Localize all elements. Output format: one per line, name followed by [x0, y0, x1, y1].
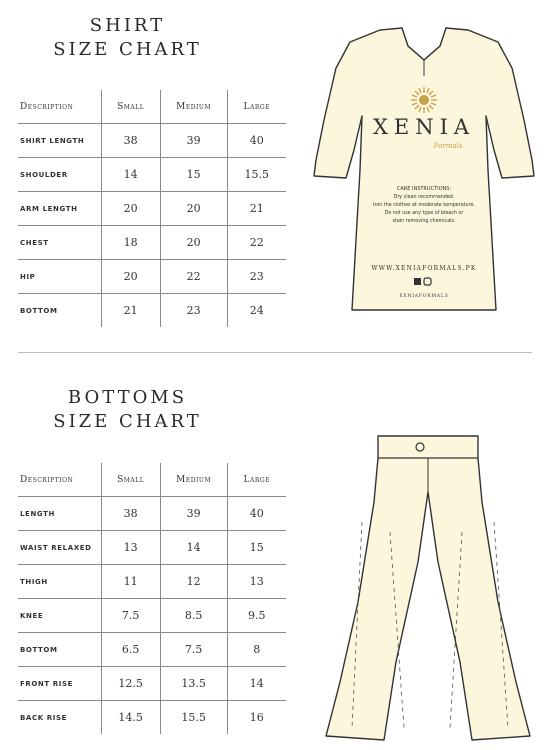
table-header-row	[18, 463, 286, 497]
care-line: Do not use any type of bleach or	[384, 211, 464, 216]
table-row	[18, 599, 286, 633]
row-label: SHIRT LENGTH	[18, 124, 101, 158]
cell-large: 40	[227, 124, 286, 158]
shirt-sketch	[310, 20, 540, 320]
table-row	[18, 701, 286, 735]
cell-small: 20	[101, 260, 160, 294]
cell-small: 12.5	[101, 667, 160, 701]
table-row	[18, 226, 286, 260]
cell-large: 21	[227, 192, 286, 226]
cell-medium: 13.5	[160, 667, 227, 701]
header-medium: Medium	[160, 90, 227, 124]
table-row	[18, 260, 286, 294]
cell-large: 24	[227, 294, 286, 328]
cell-large: 16	[227, 701, 286, 735]
row-label: BOTTOM	[20, 306, 58, 315]
bottoms-size-table	[18, 463, 286, 734]
bottoms-title-line1: BOTTOMS	[67, 387, 188, 408]
cell-medium: 12	[160, 565, 227, 599]
cell-medium: 8.5	[160, 599, 227, 633]
header-small: Small	[101, 90, 160, 124]
row-label: BACK RISE	[20, 713, 67, 722]
section-divider	[18, 352, 532, 353]
cell-small: 7.5	[101, 599, 160, 633]
social-handle: XENIAFORMALS	[399, 294, 449, 299]
cell-medium: 14	[160, 531, 227, 565]
row-label: LENGTH	[18, 497, 101, 531]
cell-medium: 39	[160, 124, 227, 158]
website-text: WWW.XENIAFORMALS.PK	[371, 265, 477, 272]
cell-large: 40	[227, 497, 286, 531]
cell-medium: 22	[160, 260, 227, 294]
bottoms-size-chart-title	[20, 386, 235, 434]
brand-script: Formals	[433, 142, 463, 150]
table-header-row	[18, 90, 286, 124]
row-label: SHOULDER	[18, 158, 101, 192]
cell-small: 21	[101, 294, 160, 328]
row-label: BOTTOM	[18, 633, 101, 667]
cell-large: 8	[227, 633, 286, 667]
brand-name: XENIA	[372, 115, 476, 139]
cell-large: 15.5	[227, 158, 286, 192]
shirt-size-table	[18, 90, 286, 327]
cell-medium: 15	[160, 158, 227, 192]
row-label: FRONT RISE	[18, 667, 101, 701]
care-title: CARE INSTRUCTIONS:	[396, 186, 452, 192]
cell-large: 15	[227, 531, 286, 565]
cell-medium: 39	[160, 497, 227, 531]
row-label: HIP	[18, 260, 101, 294]
cell-medium: 23	[160, 294, 227, 328]
header-description: Description	[18, 463, 101, 497]
table-row	[18, 124, 286, 158]
header-small: Small	[101, 463, 160, 497]
table-row	[18, 531, 286, 565]
cell-large: 9.5	[227, 599, 286, 633]
care-line: Dry clean recommended.	[393, 195, 455, 200]
trousers-sketch	[322, 432, 534, 744]
care-line: stain removing chemicals.	[392, 219, 456, 224]
table-row	[18, 294, 286, 328]
bottoms-title-line2: SIZE CHART	[53, 411, 202, 432]
shirt-title-line2: SIZE CHART	[53, 39, 202, 60]
cell-large: 13	[227, 565, 286, 599]
table-row	[18, 192, 286, 226]
cell-small: 14.5	[101, 701, 160, 735]
header-medium: Medium	[160, 463, 227, 497]
cell-medium: 15.5	[160, 701, 227, 735]
cell-small: 38	[101, 124, 160, 158]
row-label: CHEST	[18, 226, 101, 260]
cell-small: 13	[101, 531, 160, 565]
table-row	[18, 497, 286, 531]
cell-large: 22	[227, 226, 286, 260]
cell-small: 11	[101, 565, 160, 599]
cell-small: 20	[101, 192, 160, 226]
header-large: Large	[227, 90, 286, 124]
cell-small: 38	[101, 497, 160, 531]
cell-medium: 20	[160, 226, 227, 260]
row-label: WAIST RELAXED	[18, 531, 101, 565]
row-label: ARM LENGTH	[18, 192, 101, 226]
cell-small: 14	[101, 158, 160, 192]
cell-small: 18	[101, 226, 160, 260]
table-row	[18, 633, 286, 667]
facebook-icon	[414, 278, 421, 285]
shirt-title-line1: SHIRT	[89, 15, 166, 36]
row-label: KNEE	[18, 599, 101, 633]
row-label: THIGH	[18, 565, 101, 599]
table-row	[18, 565, 286, 599]
table-row	[18, 158, 286, 192]
header-large: Large	[227, 463, 286, 497]
care-line: Iron the clothes at moderate temperature.	[373, 203, 475, 208]
cell-large: 14	[227, 667, 286, 701]
header-description: Description	[18, 90, 101, 124]
cell-medium: 7.5	[160, 633, 227, 667]
cell-medium: 20	[160, 192, 227, 226]
cell-large: 23	[227, 260, 286, 294]
cell-small: 6.5	[101, 633, 160, 667]
table-row	[18, 667, 286, 701]
shirt-size-chart-title	[20, 14, 235, 62]
